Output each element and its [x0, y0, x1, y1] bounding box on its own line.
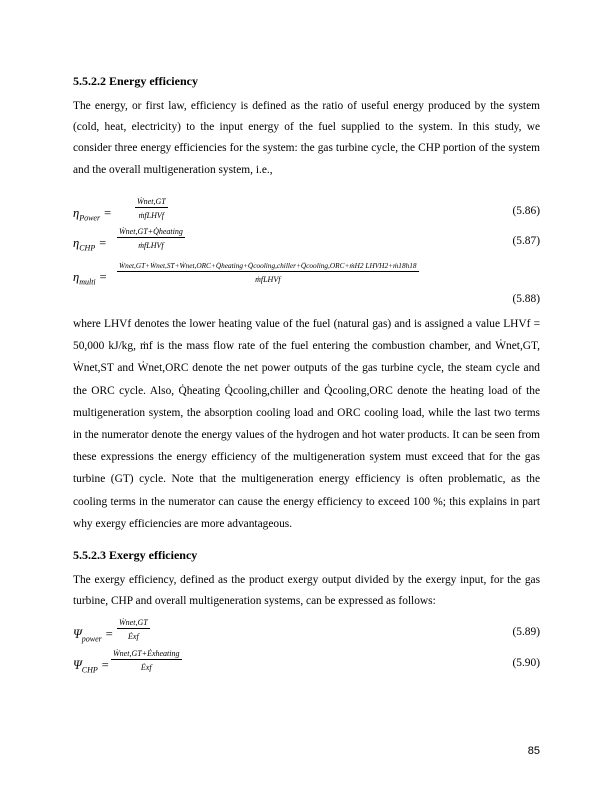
equation-number: (5.89) [512, 626, 540, 638]
equation-5-90 [73, 648, 540, 684]
equation-fraction [135, 196, 168, 221]
page-number: 85 [527, 745, 540, 757]
equation-number: (5.87) [512, 235, 540, 247]
equation-denominator: ṁfLHVf [255, 275, 281, 284]
equation-denominator: Ėxf [140, 663, 152, 672]
equation-fraction [117, 226, 185, 251]
equation-lhs: $\eta_{multi}$ = [73, 270, 108, 287]
equation-denominator: ṁfLHVf [138, 211, 164, 220]
equation-numerator: Ẇnet,GT+Q̇heating [119, 227, 183, 236]
section-heading-exergy-efficiency: 5.5.2.3 Exergy efficiency [73, 548, 198, 562]
equation-number: (5.90) [512, 657, 540, 669]
equation-fraction [111, 648, 182, 673]
equation-fraction [117, 260, 419, 285]
equation-5-88 [73, 260, 540, 320]
equation-numerator: Ẇnet,GT+Ẇnet,ST+Ẇnet,ORC+Q̇heating+Q̇cooling,chiller+Q̇cooling,ORC+ṁH2 LHVH2+ṁ18h18 [119, 261, 417, 270]
equation-denominator: ṁfLHVf [138, 241, 164, 250]
equation-fraction [117, 617, 150, 642]
section-heading-energy-efficiency: 5.5.2.2 Energy efficiency [73, 74, 198, 88]
equation-number: (5.88) [512, 293, 540, 305]
equation-lhs: $\Psi_{CHP}$ = [73, 658, 110, 675]
equation-5-87 [73, 226, 540, 262]
equation-lhs: $\eta_{CHP}$ = [73, 236, 107, 253]
equation-numerator: Ẇnet,GT [119, 618, 148, 627]
equation-number: (5.86) [512, 205, 540, 217]
equation-lhs: $\Psi_{power}$ = [73, 627, 114, 644]
equation-numerator: Ẇnet,GT [137, 197, 166, 206]
equation-numerator: Ẇnet,GT+Ėxheating [113, 649, 180, 658]
exergy-intro-paragraph: The exergy efficiency, defined as the product exergy output divided by the exergy input, for the gas turbine, CHP and overall multigeneration systems, can be expressed as follows: [73, 574, 540, 608]
energy-intro-paragraph: The energy, or first law, efficiency is defined as the ratio of useful energy produced by the system (cold, heat, electricity) to the input energy of the fuel supplied to the system. In this study, we consider three energy efficiencies for the system: the gas turbine cycle, the CHP portion of the system and the overall multigeneration system, i.e., [73, 100, 540, 176]
equation-lhs: $\eta_{Power}$ = [73, 206, 112, 223]
energy-body-paragraph: where LHVf denotes the lower heating value of the fuel (natural gas) and is assigned a value LHVf = 50,000 kJ/kg, ṁf is the mass flow rate of the fuel entering the combustion chamber, and Ẇnet,GT, Ẇnet,ST and Ẇnet,ORC denote the net power outputs of the gas turbine cycle, the steam cycle and the ORC cycle. Also, Q̇heating Q̇cooling,chiller and Q̇cooling,ORC denote the heating load of the multigeneration system, the absorption cooling load and ORC cooling load, while the last two terms in the numerator denote the energy values of the hydrogen and hot water products. It can be seen from these expressions the energy efficiency of the multigeneration system must exceed that for the gas turbine (GT) cycle. Note that the multigeneration energy efficiency is often problematic, as the cooling terms in the numerator can cause the energy efficiency to exceed 100 %; this explains in part why exergy efficiencies are more advantageous. [73, 318, 540, 530]
equation-denominator: Ėxf [128, 632, 139, 641]
